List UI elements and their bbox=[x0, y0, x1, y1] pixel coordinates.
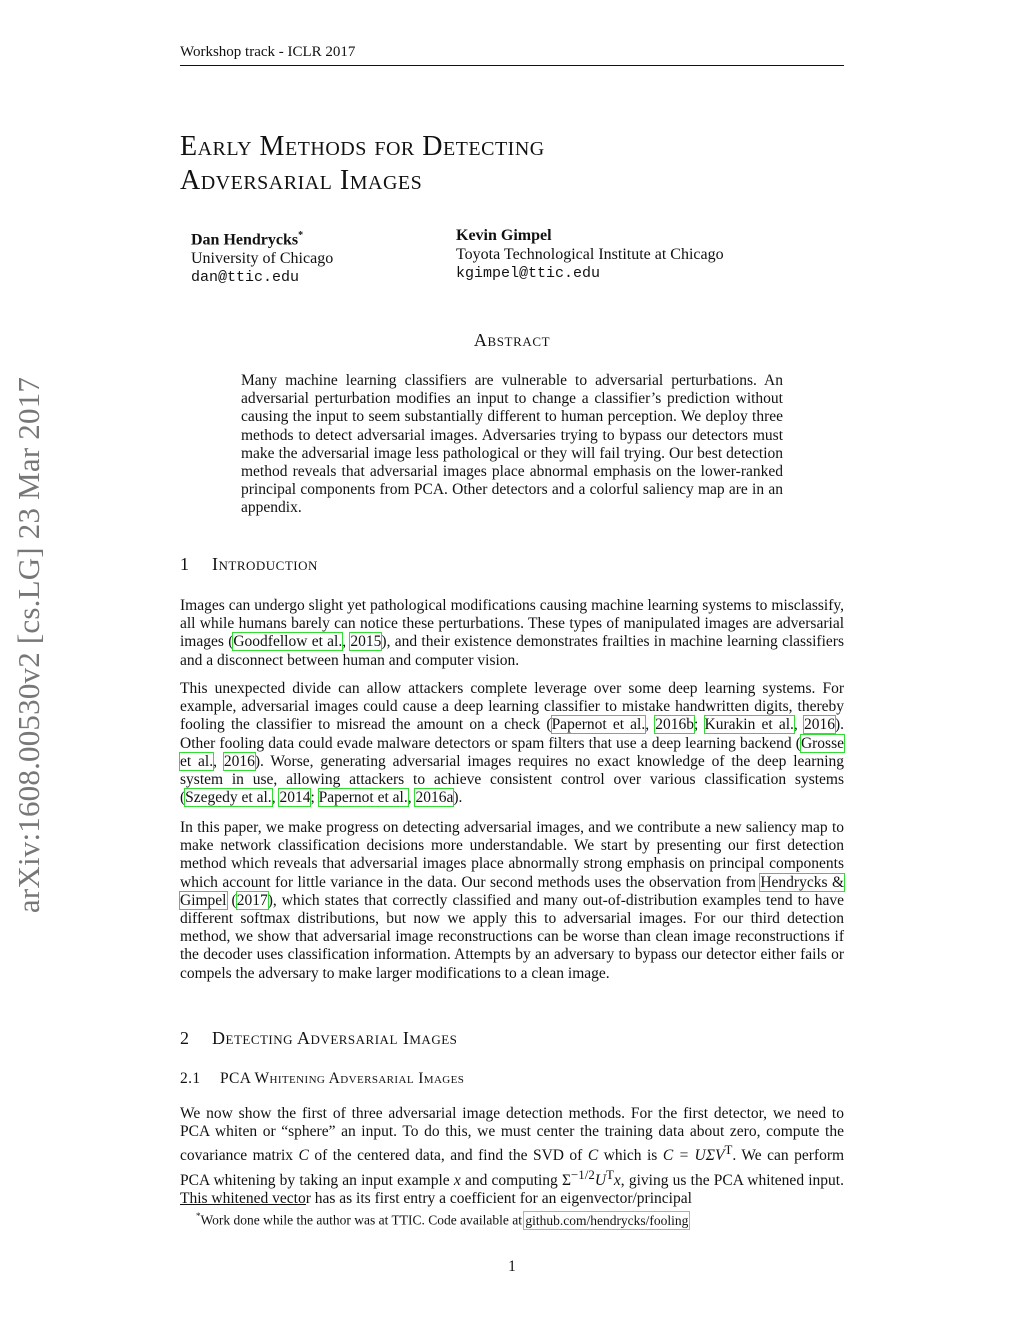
page-number: 1 bbox=[508, 1258, 516, 1275]
title-line-1: Early Methods for Detecting bbox=[180, 131, 545, 162]
subsection-heading-pca: 2.1 PCA Whitening Adversarial Images bbox=[180, 1070, 465, 1087]
intro-paragraph-1: Images can undergo slight yet pathological modifications causing machine learning systems to misclassify, all while humans barely can notice these perturbations. These types of manipulated images are adversarial images (Goodfellow et al., 2015), and their existence demonstrates frailties in machine learning classifiers and a disconnect between human and computer vision. bbox=[180, 597, 844, 669]
author-affiliation: University of Chicago bbox=[191, 250, 334, 268]
math-symbol: x bbox=[453, 1171, 461, 1189]
author-block bbox=[456, 226, 724, 283]
citation-link[interactable]: 2017 bbox=[236, 891, 268, 909]
section-heading-detecting: 2 Detecting Adversarial Images bbox=[180, 1028, 458, 1048]
author-name: Dan Hendrycks* bbox=[191, 230, 304, 249]
intro-paragraph-3: In this paper, we make progress on detecting adversarial images, and we contribute a new saliency map to make network classification decisions more understandable. We start by presenting our first detection method which reveals that adversarial images place abnormally strong emphasis on principal components which account for little variance in the data. Our second methods uses the observation from Hendrycks & Gimpel (2017), which states that correctly classified and many out-of-distribution examples tend to have different softmax distributions, but now we apply this to adversarial images. For our third detection method, we show that adversarial image reconstructions can be worse than clean image reconstructions if the decoder uses classification information. Attempts by an adversary to bypass our detector either fails or compels the adversary to make larger modifications to a clean image. bbox=[180, 819, 845, 982]
math-expression: Σ bbox=[562, 1171, 572, 1189]
citation-link[interactable]: Papernot et al. bbox=[318, 789, 408, 807]
section-heading-introduction: 1 Introduction bbox=[180, 554, 318, 574]
math-symbol: C bbox=[587, 1147, 599, 1165]
math-symbol: C bbox=[298, 1147, 309, 1165]
code-url-link[interactable]: github.com/hendrycks/fooling bbox=[525, 1212, 689, 1228]
arxiv-id: arXiv:1608.00530v2 [cs.LG] 23 Mar 2017 bbox=[11, 376, 46, 914]
paper-title bbox=[180, 130, 545, 198]
abstract-heading: Abstract bbox=[473, 330, 551, 350]
citation-link[interactable]: Grosse et al. bbox=[180, 734, 844, 770]
citation-link[interactable]: 2015 bbox=[350, 633, 382, 651]
citation-link[interactable]: 2016b bbox=[655, 716, 695, 734]
citation-link[interactable]: 2016a bbox=[415, 789, 454, 807]
author-name: Kevin Gimpel bbox=[456, 227, 552, 244]
citation-link[interactable]: Papernot et al. bbox=[551, 716, 646, 734]
author-email[interactable]: kgimpel@ttic.edu bbox=[456, 265, 601, 282]
pca-paragraph-1: We now show the first of three adversarial image detection methods. For the first detector, we need to PCA whiten or “sphere” an input. To do this, we must center the training data about zero, compute the covariance matrix C of the centered data, and find the SVD of C which is $C = U\Sigma V^T$. We can perform PCA whitening by taking an input example x and computing $\Sigma^{-1/2}U^Tx$, giving us the PCA whitened input. This whitened vector has as its first entry a coefficient for an eigenvector/principal bbox=[180, 1105, 845, 1208]
title-line-2: Adversarial Images bbox=[180, 165, 423, 196]
intro-paragraph-2: This unexpected divide can allow attackers complete leverage over some deep learning systems. For example, adversarial images could cause a deep learning classifier to mistake handwritten digits, thereby fooling the classifier to misread the amount on a check (Papernot et al., 2016b; Kurakin et al., 2016). Other fooling data could evade malware detectors or spam filters that use a deep learning backend (Grosse et al., 2016). Worse, generating adversarial images requires no exact knowledge of the deep learning system in use, allowing attackers to achieve consistent control over various classification systems (Szegedy et al., 2014; Papernot et al., 2016a). bbox=[180, 680, 845, 807]
citation-link[interactable]: 2016 bbox=[223, 752, 255, 770]
footnote: *Work done while the author was at TTIC. Code available at github.com/hendrycks/fooling bbox=[196, 1211, 689, 1228]
citation-link[interactable]: 2014 bbox=[279, 789, 311, 807]
arxiv-sidebar-stamp bbox=[4, 350, 54, 940]
citation-link[interactable]: Goodfellow et al. bbox=[233, 633, 343, 651]
math-expression: C = UΣV bbox=[662, 1147, 725, 1165]
running-header: Workshop track - ICLR 2017 bbox=[180, 44, 844, 66]
citation-link[interactable]: Hendrycks & Gimpel bbox=[180, 873, 845, 909]
footnote-rule bbox=[180, 1204, 306, 1205]
author-affiliation: Toyota Technological Institute at Chicago bbox=[456, 246, 724, 263]
citation-link[interactable]: Kurakin et al. bbox=[704, 716, 794, 734]
abstract-text: Many machine learning classifiers are vulnerable to adversarial perturbations. An adversarial perturbation modifies an input to change a classifier’s prediction without causing the input to seem substantially different to human perception. We deploy three methods to detect adversarial images. Adversaries trying to bypass our detectors must make the adversarial image less pathological or they will fail trying. Our best detection method reveals that adversarial images place abnormal emphasis on the lower-ranked principal components from PCA. Other detectors and a colorful saliency map are in an appendix. bbox=[241, 372, 783, 517]
author-block bbox=[191, 226, 333, 287]
citation-link[interactable]: Szegedy et al. bbox=[185, 789, 272, 807]
author-email[interactable]: dan@ttic.edu bbox=[191, 269, 300, 287]
citation-link[interactable]: 2016 bbox=[803, 716, 835, 734]
